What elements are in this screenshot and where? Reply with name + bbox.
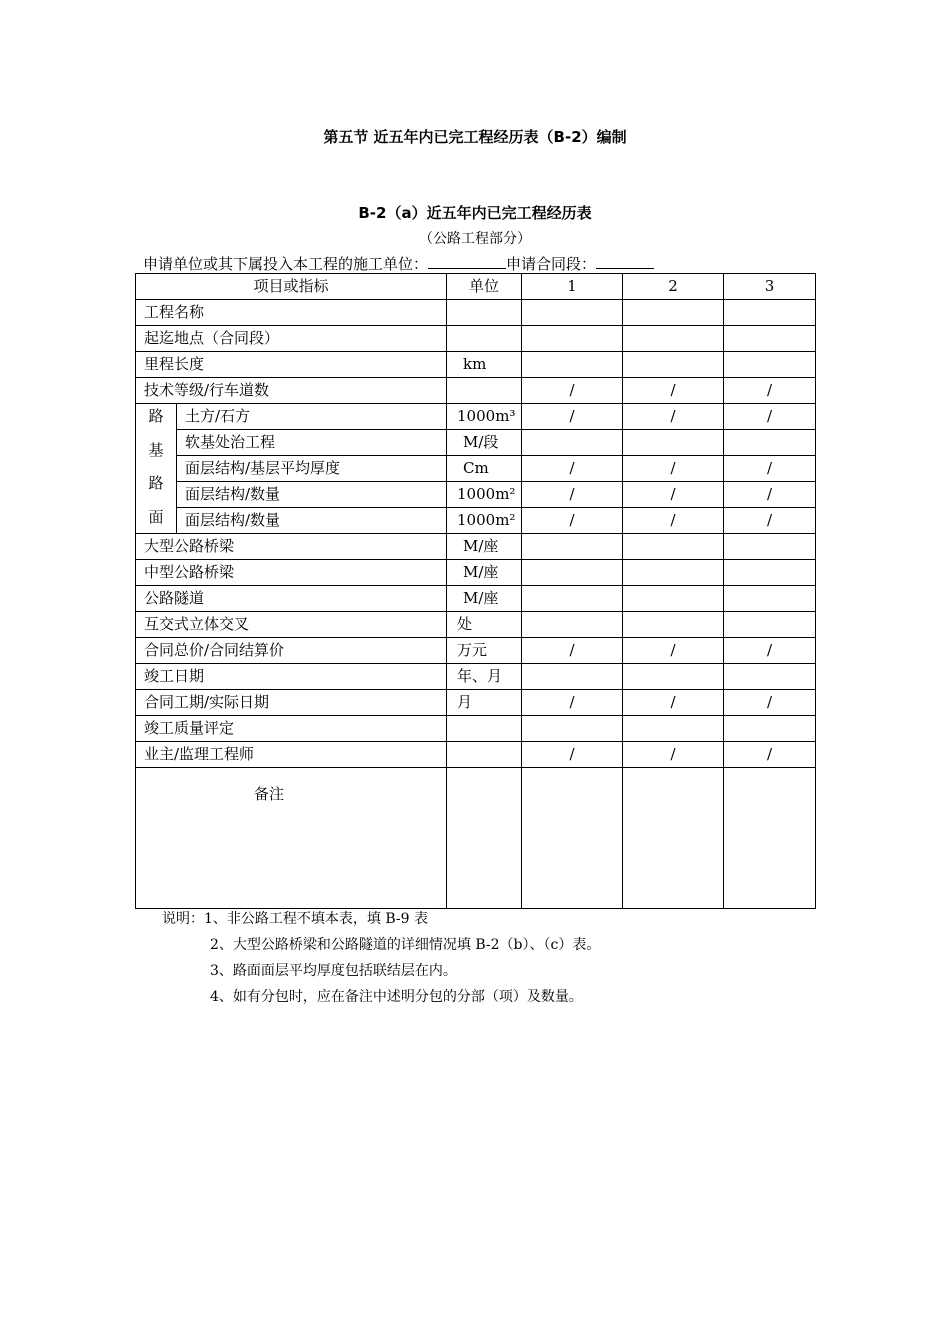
table-row bbox=[136, 482, 816, 508]
row-unit bbox=[447, 742, 522, 768]
row-label: 土方/石方 bbox=[177, 404, 447, 430]
cell[interactable] bbox=[724, 352, 816, 378]
applicant-line bbox=[143, 253, 654, 274]
slash-cell[interactable]: / bbox=[522, 456, 623, 482]
cell[interactable] bbox=[724, 300, 816, 326]
table-row bbox=[136, 404, 816, 430]
row-unit: 月 bbox=[447, 690, 522, 716]
slash-cell[interactable]: / bbox=[724, 378, 816, 404]
slash-cell[interactable]: / bbox=[724, 638, 816, 664]
row-unit: M/段 bbox=[447, 430, 522, 456]
row-unit bbox=[447, 300, 522, 326]
row-unit: 年、月 bbox=[447, 664, 522, 690]
cell[interactable] bbox=[724, 430, 816, 456]
row-unit bbox=[447, 326, 522, 352]
row-label: 业主/监理工程师 bbox=[136, 742, 447, 768]
slash-cell[interactable]: / bbox=[522, 404, 623, 430]
remarks-row bbox=[136, 768, 816, 909]
cell[interactable] bbox=[724, 612, 816, 638]
slash-cell[interactable]: / bbox=[623, 404, 724, 430]
table-row bbox=[136, 300, 816, 326]
notes bbox=[162, 906, 600, 1010]
slash-cell[interactable]: / bbox=[724, 508, 816, 534]
table-row bbox=[136, 378, 816, 404]
row-label: 面层结构/基层平均厚度 bbox=[177, 456, 447, 482]
cell[interactable] bbox=[522, 768, 623, 909]
row-label: 公路隧道 bbox=[136, 586, 447, 612]
group-char: 路 bbox=[148, 474, 164, 493]
cell[interactable] bbox=[724, 560, 816, 586]
row-unit bbox=[447, 716, 522, 742]
slash-cell[interactable]: / bbox=[724, 482, 816, 508]
group-char: 路 bbox=[148, 407, 164, 425]
applicant-unit-blank[interactable] bbox=[428, 256, 506, 269]
cell[interactable] bbox=[522, 534, 623, 560]
cell[interactable] bbox=[522, 326, 623, 352]
cell[interactable] bbox=[724, 664, 816, 690]
cell[interactable] bbox=[623, 664, 724, 690]
row-unit: Cm bbox=[447, 456, 522, 482]
cell[interactable] bbox=[522, 716, 623, 742]
remarks-cell bbox=[136, 768, 447, 909]
cell[interactable] bbox=[724, 326, 816, 352]
header-unit: 单位 bbox=[447, 274, 522, 300]
slash-cell[interactable]: / bbox=[522, 742, 623, 768]
cell[interactable] bbox=[623, 612, 724, 638]
slash-cell[interactable]: / bbox=[724, 404, 816, 430]
cell[interactable] bbox=[623, 326, 724, 352]
cell[interactable] bbox=[522, 352, 623, 378]
table-row bbox=[136, 534, 816, 560]
cell[interactable] bbox=[522, 430, 623, 456]
cell[interactable] bbox=[623, 768, 724, 909]
cell[interactable] bbox=[724, 586, 816, 612]
row-label: 工程名称 bbox=[136, 300, 447, 326]
table-row bbox=[136, 508, 816, 534]
cell[interactable] bbox=[522, 664, 623, 690]
table-row bbox=[136, 456, 816, 482]
cell[interactable] bbox=[522, 300, 623, 326]
row-label: 中型公路桥梁 bbox=[136, 560, 447, 586]
slash-cell[interactable]: / bbox=[623, 456, 724, 482]
slash-cell[interactable]: / bbox=[623, 482, 724, 508]
row-unit: M/座 bbox=[447, 560, 522, 586]
row-label: 技术等级/行车道数 bbox=[136, 378, 447, 404]
cell[interactable] bbox=[522, 586, 623, 612]
table-row bbox=[136, 742, 816, 768]
slash-cell[interactable]: / bbox=[522, 378, 623, 404]
row-label: 竣工质量评定 bbox=[136, 716, 447, 742]
row-unit: M/座 bbox=[447, 534, 522, 560]
slash-cell[interactable]: / bbox=[623, 742, 724, 768]
section-title: 第五节 近五年内已完工程经历表（B-2）编制 bbox=[323, 128, 627, 146]
row-unit: M/座 bbox=[447, 586, 522, 612]
group-char: 面 bbox=[148, 507, 164, 526]
contract-section-label: 申请合同段： bbox=[506, 255, 597, 273]
slash-cell[interactable]: / bbox=[623, 638, 724, 664]
cell[interactable] bbox=[623, 534, 724, 560]
table-row bbox=[136, 716, 816, 742]
row-label: 互交式立体交叉 bbox=[136, 612, 447, 638]
row-label: 起迄地点（合同段） bbox=[136, 326, 447, 352]
note-item: 2、大型公路桥梁和公路隧道的详细情况填 B-2（b）、（c）表。 bbox=[210, 937, 601, 953]
slash-cell[interactable]: / bbox=[724, 742, 816, 768]
slash-cell[interactable]: / bbox=[522, 482, 623, 508]
experience-table bbox=[135, 273, 816, 909]
row-unit: km bbox=[447, 352, 522, 378]
table-row bbox=[136, 638, 816, 664]
cell[interactable] bbox=[447, 768, 522, 909]
cell[interactable] bbox=[724, 716, 816, 742]
note-item: 3、路面面层平均厚度包括联结层在内。 bbox=[210, 963, 457, 979]
cell[interactable] bbox=[724, 534, 816, 560]
cell[interactable] bbox=[623, 352, 724, 378]
row-unit: 1000m² bbox=[447, 508, 522, 534]
table-row bbox=[136, 690, 816, 716]
table-row bbox=[136, 664, 816, 690]
slash-cell[interactable]: / bbox=[522, 690, 623, 716]
table-row bbox=[136, 430, 816, 456]
table-row bbox=[136, 352, 816, 378]
row-label: 软基处治工程 bbox=[177, 430, 447, 456]
header-col-1: 1 bbox=[522, 274, 623, 300]
applicant-unit-label: 申请单位或其下属投入本工程的施工单位： bbox=[143, 255, 429, 273]
slash-cell[interactable]: / bbox=[522, 638, 623, 664]
row-label: 合同工期/实际日期 bbox=[136, 690, 447, 716]
note-item: 4、如有分包时，应在备注中述明分包的分部（项）及数量。 bbox=[210, 989, 583, 1005]
cell[interactable] bbox=[623, 586, 724, 612]
slash-cell[interactable]: / bbox=[623, 378, 724, 404]
table-title: B-2（a）近五年内已完工程经历表 bbox=[358, 204, 592, 222]
row-unit: 万元 bbox=[447, 638, 522, 664]
slash-cell[interactable]: / bbox=[623, 690, 724, 716]
table-subtitle: （公路工程部分） bbox=[419, 231, 531, 247]
group-char: 基 bbox=[148, 440, 164, 459]
table-row bbox=[136, 326, 816, 352]
cell[interactable] bbox=[623, 560, 724, 586]
cell[interactable] bbox=[522, 560, 623, 586]
header-col-2: 2 bbox=[623, 274, 724, 300]
contract-section-blank[interactable] bbox=[596, 256, 654, 269]
slash-cell[interactable]: / bbox=[724, 456, 816, 482]
cell[interactable] bbox=[623, 716, 724, 742]
cell[interactable] bbox=[522, 612, 623, 638]
row-label: 合同总价/合同结算价 bbox=[136, 638, 447, 664]
note-item: 说明：1、非公路工程不填本表，填 B-9 表 bbox=[162, 911, 428, 927]
header-row bbox=[136, 274, 816, 300]
slash-cell[interactable]: / bbox=[623, 508, 724, 534]
row-label: 面层结构/数量 bbox=[177, 482, 447, 508]
table-row bbox=[136, 560, 816, 586]
row-label: 竣工日期 bbox=[136, 664, 447, 690]
row-unit: 1000m² bbox=[447, 482, 522, 508]
cell[interactable] bbox=[724, 768, 816, 909]
row-label: 里程长度 bbox=[136, 352, 447, 378]
row-unit: 1000m³ bbox=[447, 404, 522, 430]
row-label: 大型公路桥梁 bbox=[136, 534, 447, 560]
cell[interactable] bbox=[623, 300, 724, 326]
row-unit: 处 bbox=[447, 612, 522, 638]
roadbed-surface-group bbox=[136, 404, 177, 534]
remarks-label: 备注 bbox=[254, 785, 285, 803]
header-item: 项目或指标 bbox=[136, 274, 447, 300]
table-row bbox=[136, 586, 816, 612]
slash-cell[interactable]: / bbox=[724, 690, 816, 716]
cell[interactable] bbox=[623, 430, 724, 456]
row-unit bbox=[447, 378, 522, 404]
slash-cell[interactable]: / bbox=[522, 508, 623, 534]
header-col-3: 3 bbox=[724, 274, 816, 300]
row-label: 面层结构/数量 bbox=[177, 508, 447, 534]
table-row bbox=[136, 612, 816, 638]
